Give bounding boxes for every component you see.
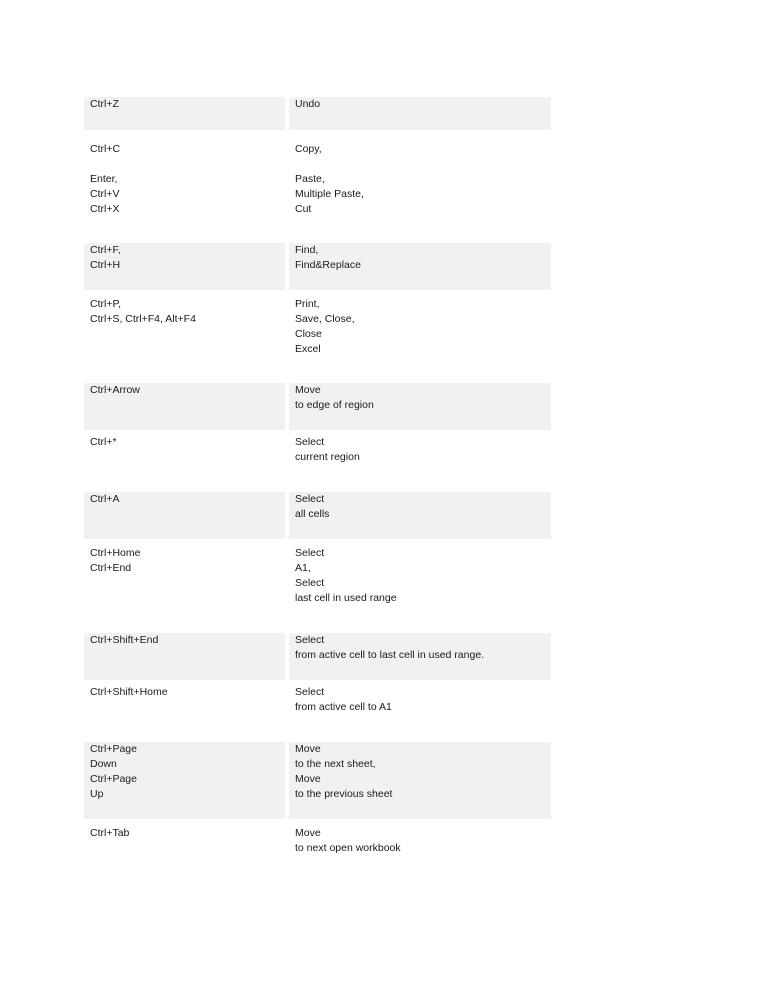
shortcut-keys-cell	[84, 685, 285, 737]
shortcut-keys-cell	[84, 142, 285, 238]
shortcut-action-line: Save, Close,	[295, 313, 355, 325]
shortcut-action-line: current region	[295, 451, 360, 463]
shortcut-row	[84, 137, 551, 238]
shortcut-action-cell	[289, 742, 551, 819]
shortcut-action-line: Undo	[295, 98, 321, 110]
shortcut-action-line: from active cell to last cell in used range.	[295, 649, 485, 661]
shortcut-action-cell	[289, 383, 551, 430]
shortcut-action-line: Multiple Paste,	[295, 188, 364, 200]
shortcut-keys-line: Ctrl+*	[90, 436, 117, 448]
shortcut-keys-cell	[84, 826, 285, 861]
shortcut-row	[84, 92, 551, 130]
shortcut-action-line: Move	[295, 773, 321, 785]
shortcut-action-cell	[289, 546, 551, 628]
shortcut-action-line: Excel	[295, 343, 321, 355]
shortcut-action-line: Find,	[295, 244, 319, 256]
shortcut-action-line: Select	[295, 634, 325, 646]
shortcut-action-line: Move	[295, 384, 321, 396]
shortcut-action-cell	[289, 142, 551, 238]
shortcut-keys-line: Ctrl+Tab	[90, 827, 130, 839]
shortcut-action-line: Print,	[295, 298, 320, 310]
paragraph-spacer	[295, 157, 545, 172]
shortcut-action-line: all cells	[295, 508, 330, 520]
shortcut-row	[84, 541, 551, 628]
shortcut-row	[84, 292, 551, 378]
shortcut-action-cell	[289, 492, 551, 539]
shortcut-action-cell	[289, 685, 551, 737]
shortcut-action-line: Select	[295, 547, 325, 559]
shortcut-keys-cell	[84, 383, 285, 430]
shortcut-action-line: from active cell to A1	[295, 701, 392, 713]
shortcut-keys-cell	[84, 546, 285, 628]
shortcut-keys-cell	[84, 97, 285, 130]
shortcut-keys-cell	[84, 633, 285, 680]
shortcut-keys-line: Ctrl+S, Ctrl+F4, Alt+F4	[90, 313, 196, 325]
shortcut-keys-line: Ctrl+Shift+End	[90, 634, 159, 646]
shortcut-keys-line: Ctrl+A	[90, 493, 120, 505]
shortcut-table	[84, 92, 551, 861]
shortcut-action-cell	[289, 633, 551, 680]
shortcut-keys-line: Ctrl+V	[90, 188, 120, 200]
shortcut-action-line: Find&Replace	[295, 259, 361, 271]
shortcut-keys-line: Ctrl+F,	[90, 244, 121, 256]
shortcut-action-line: Move	[295, 827, 321, 839]
shortcut-action-line: Select	[295, 493, 325, 505]
shortcut-row	[84, 487, 551, 539]
shortcut-row	[84, 238, 551, 290]
shortcut-action-cell	[289, 243, 551, 290]
shortcut-keys-line: Enter,	[90, 173, 118, 185]
shortcut-keys-line: Ctrl+Home	[90, 547, 141, 559]
shortcut-row	[84, 680, 551, 737]
shortcut-keys-cell	[84, 435, 285, 487]
shortcut-action-line: to the previous sheet	[295, 788, 393, 800]
shortcut-action-line: to the next sheet,	[295, 758, 376, 770]
shortcut-row	[84, 378, 551, 430]
shortcut-keys-line: Ctrl+Z	[90, 98, 119, 110]
shortcut-action-line: A1,	[295, 562, 311, 574]
shortcut-keys-cell	[84, 243, 285, 290]
shortcut-keys-line: Ctrl+Page	[90, 743, 137, 755]
shortcut-keys-cell	[84, 742, 285, 819]
shortcut-keys-line: Down	[90, 758, 117, 770]
shortcut-action-line: Select	[295, 436, 325, 448]
shortcut-action-line: Copy,	[295, 143, 322, 155]
shortcut-keys-line: Ctrl+Arrow	[90, 384, 140, 396]
paragraph-spacer	[90, 157, 279, 172]
shortcut-action-line: to next open workbook	[295, 842, 401, 854]
shortcut-action-line: last cell in used range	[295, 592, 397, 604]
shortcut-action-line: to edge of region	[295, 399, 374, 411]
shortcut-action-line: Paste,	[295, 173, 325, 185]
shortcut-action-cell	[289, 297, 551, 378]
shortcut-keys-line: Ctrl+Page	[90, 773, 137, 785]
shortcut-keys-line: Ctrl+C	[90, 143, 121, 155]
shortcut-keys-line: Ctrl+P,	[90, 298, 122, 310]
shortcut-action-cell	[289, 435, 551, 487]
shortcut-action-line: Select	[295, 686, 325, 698]
shortcut-keys-line: Up	[90, 788, 104, 800]
shortcut-row	[84, 821, 551, 861]
shortcut-keys-line: Ctrl+X	[90, 203, 120, 215]
shortcut-keys-cell	[84, 297, 285, 378]
shortcut-row	[84, 737, 551, 819]
shortcut-action-cell	[289, 826, 551, 861]
shortcut-keys-line: Ctrl+H	[90, 259, 121, 271]
shortcut-action-cell	[289, 97, 551, 130]
shortcut-keys-line: Ctrl+Shift+Home	[90, 686, 168, 698]
shortcut-action-line: Select	[295, 577, 325, 589]
shortcut-action-line: Close	[295, 328, 322, 340]
shortcut-row	[84, 628, 551, 680]
shortcut-action-line: Cut	[295, 203, 312, 215]
shortcut-keys-cell	[84, 492, 285, 539]
shortcut-action-line: Move	[295, 743, 321, 755]
shortcut-row	[84, 430, 551, 487]
shortcut-keys-line: Ctrl+End	[90, 562, 132, 574]
